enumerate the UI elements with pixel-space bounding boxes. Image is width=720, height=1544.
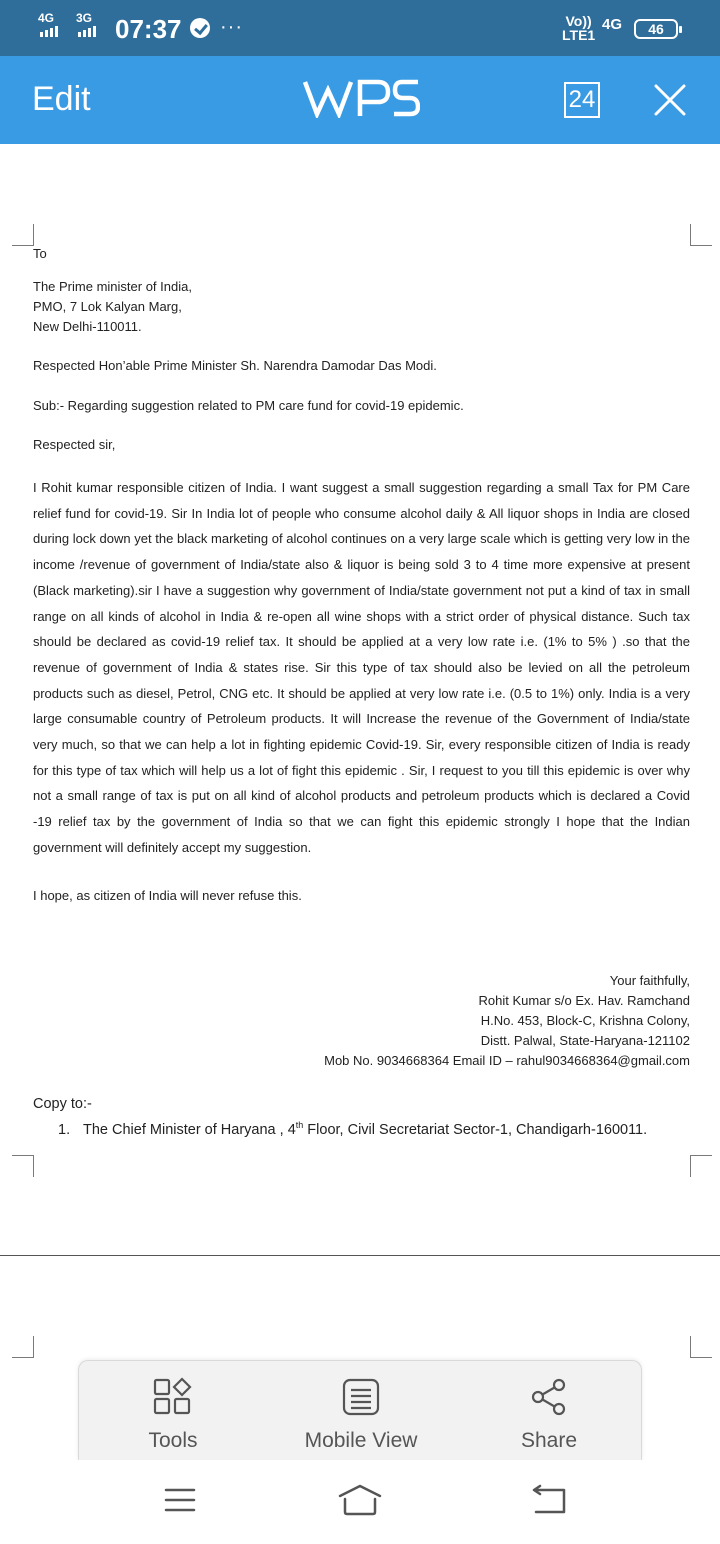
address-line: New Delhi-110011.	[33, 319, 142, 334]
page-corner-mark	[12, 1155, 34, 1177]
page-corner-mark	[690, 1155, 712, 1177]
clock: 07:37	[115, 14, 182, 44]
copy-item-superscript: th	[295, 1120, 304, 1130]
signature-block	[200, 971, 690, 1071]
page-count-badge[interactable]: 24	[564, 82, 600, 118]
page-corner-mark	[690, 1336, 712, 1358]
check-circle-icon	[190, 18, 210, 38]
letter-body: I Rohit kumar responsible citizen of India. I want suggest a small suggestion regarding a small Tax for PM Care relief fund for covid-19. Sir In India lot of people who consume alcohol daily & All liquor shops in India are closed during lock down yet the black marketing of alcohol continues on a very large scale which is getting very low in the income /revenue of government of India/state also & liquor is being sold 3 to 4 time more expensive at present (Black marketing).sir I have a suggestion why government of India/state government not put a kind of tax in small range on all kinds of alcohol in India & re-open all wine shops with a strict order of physical distance. Such tax should be declared as covid-19 relief tax. It should be applied at a very low rate i.e. (1% to 5% ) .so that the revenue of government of India & states rise. Sir this type of tax should also be levied on all the petroleum products such as diesel, Petrol, CNG etc. It should be applied at very low rate i.e. (0.5 to 1%) only. India is a very large consumable country of Petroleum products. It will Increase the revenue of the Government of India/state very much, so that we can help a lot in fighting epidemic Covid-19. Sir, every responsible citizen of India is ready for this type of tax which will help us a lot of fight this epidemic . Sir, I request to you till this epidemic is over why not a small range of tax is put on all kind of alcohol products and petroleum products which is declared a Covid -19 relief tax by the government of India so that we can fight this epidemic strongly I hope that the Indian government will definitely accept my suggestion.	[33, 480, 690, 855]
battery-icon: 46	[634, 19, 678, 39]
share-label: Share	[520, 1429, 578, 1452]
app-bar	[0, 56, 720, 144]
address-line: The Prime minister of India,	[33, 279, 192, 294]
letter-to: To	[33, 246, 47, 261]
copy-item-text-rest: Floor, Civil Secretariat Sector-1, Chandigarh-160011.	[303, 1121, 648, 1138]
volte-indicator	[562, 14, 595, 42]
mobile-view-label: Mobile View	[304, 1429, 418, 1452]
copy-to-item	[58, 1114, 647, 1141]
tools-button[interactable]	[98, 1361, 248, 1461]
copy-to-label: Copy to:-	[33, 1096, 92, 1112]
signature-line: H.No. 453, Block-C, Krishna Colony,	[480, 1013, 690, 1028]
page-corner-mark	[12, 224, 34, 246]
signature-line: Distt. Palwal, State-Haryana-121102	[480, 1033, 690, 1048]
sim1-signal-icon	[40, 26, 58, 37]
home-icon[interactable]	[336, 1482, 384, 1518]
page-corner-mark	[12, 1336, 34, 1358]
share-button[interactable]	[474, 1361, 624, 1461]
sim1-network-label: 4G	[38, 11, 55, 25]
edit-button[interactable]: Edit	[32, 80, 91, 118]
mobile-view-icon	[341, 1377, 381, 1417]
copy-item-number: 1.	[58, 1121, 71, 1138]
sim2-network-label: 3G	[76, 11, 93, 25]
back-icon[interactable]	[526, 1482, 574, 1518]
signature-line: Your faithfully,	[609, 973, 690, 988]
page-divider	[0, 1255, 720, 1256]
volte-top-label: Vo))	[565, 13, 592, 29]
sim2-signal-icon	[78, 26, 96, 37]
document-viewer[interactable]	[0, 144, 720, 1460]
tools-icon	[153, 1377, 193, 1417]
greeting-line: Respected sir,	[33, 437, 116, 452]
status-bar	[0, 0, 720, 56]
mobile-view-button[interactable]	[286, 1361, 436, 1461]
share-icon	[529, 1377, 569, 1417]
tools-label: Tools	[148, 1429, 198, 1452]
bottom-toolbar	[78, 1360, 642, 1460]
menu-icon[interactable]	[156, 1482, 204, 1518]
copy-item-text: The Chief Minister of Haryana , 4	[83, 1121, 296, 1138]
signature-line: Mob No. 9034668364 Email ID – rahul9034668364@gmail.com	[324, 1053, 690, 1068]
wps-logo	[302, 78, 420, 118]
closing-hope-line: I hope, as citizen of India will never refuse this.	[33, 888, 302, 903]
more-notifications-icon: ···	[220, 16, 243, 38]
system-nav-bar	[0, 1460, 720, 1544]
network-type-label: 4G	[602, 16, 623, 33]
page-corner-mark	[690, 224, 712, 246]
signature-line: Rohit Kumar s/o Ex. Hav. Ramchand	[478, 993, 690, 1008]
salutation-line: Respected Hon’able Prime Minister Sh. Narendra Damodar Das Modi.	[33, 358, 437, 373]
close-icon[interactable]	[652, 82, 688, 118]
volte-bottom-label: LTE1	[562, 27, 596, 43]
address-line: PMO, 7 Lok Kalyan Marg,	[33, 299, 182, 314]
subject-line: Sub:- Regarding suggestion related to PM care fund for covid-19 epidemic.	[33, 398, 464, 413]
